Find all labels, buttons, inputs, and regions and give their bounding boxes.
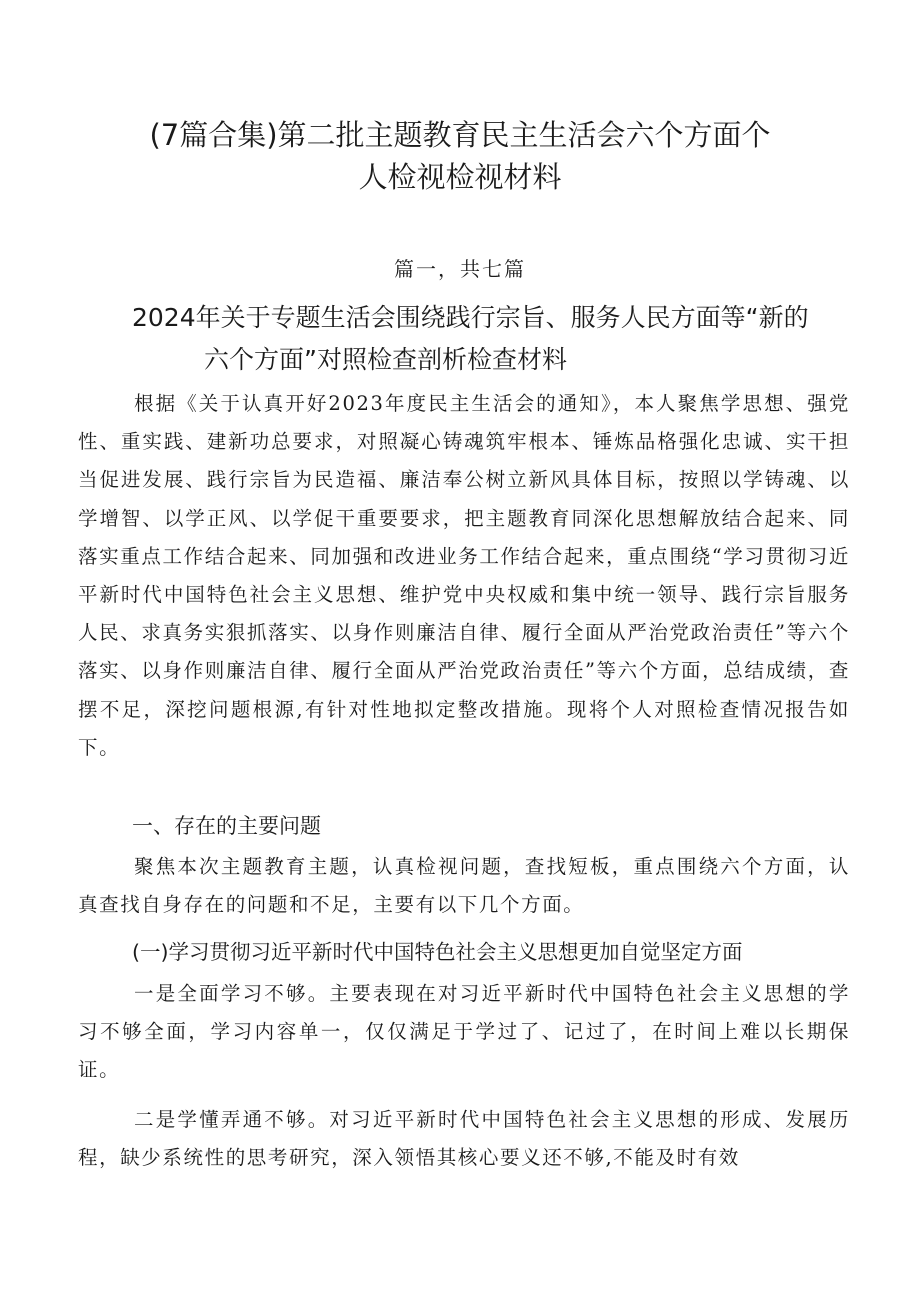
paragraph-point-one: 一是全面学习不够。主要表现在对习近平新时代中国特色社会主义思想的学习不够全面，学习内容单一，仅仅满足于学过了、记过了，在时间上难以长期保证。 — [78, 982, 850, 1082]
article-title-line-2: 六个方面”对照检查剖析检查材料 — [204, 345, 567, 374]
intro-paragraph: 根据《关于认真开好2023年度民主生活会的通知》，本人聚焦学思想、强党性、重实践、建新功总要求，对照凝心铸魂筑牢根本、锤炼品格强化忠诚、实干担当促进发展、践行宗旨为民造福、廉洁奉公树立新风具体目标，按照以学铸魂、以学增智、以学正风、以学促干重要要求，把主题教育同深化思想解放结合起来、同落实重点工作结合起来、同加强和改进业务工作结合起来，重点围绕“学习贯彻习近平新时代中国特色社会主义思想、维护党中央权威和集中统一领导、践行宗旨服务人民、求真务实狠抓落实、以身作则廉洁自律、履行全面从严治党政治责任”等六个落实、以身作则廉洁自律、履行全面从严治党政治责任”等六个方面，总结成绩，查摆不足，深挖问题根源,有针对性地拟定整改措施。现将个人对照检查情况报告如下。 — [78, 392, 850, 759]
paragraph-focus: 聚焦本次主题教育主题，认真检视问题，查找短板，重点围绕六个方面，认真查找自身存在的问题和不足，主要有以下几个方面。 — [78, 855, 850, 917]
article-title-line-1: 2024年关于专题生活会围绕践行宗旨、服务人民方面等“新的 — [132, 303, 809, 332]
section-heading-main-problems: 一、存在的主要问题 — [132, 814, 321, 838]
sub-heading-study: (一)学习贯彻习近平新时代中国特色社会主义思想更加自觉坚定方面 — [132, 940, 743, 964]
section-label: 篇一，共七篇 — [394, 257, 526, 281]
document-title-line-1: (7篇合集)第二批主题教育民主生活会六个方面个 — [149, 118, 771, 152]
paragraph-point-two: 二是学懂弄通不够。对习近平新时代中国特色社会主义思想的形成、发展历程，缺少系统性的思考研究，深入领悟其核心要义还不够,不能及时有效 — [78, 1108, 850, 1170]
document-title-line-2: 人检视检视材料 — [358, 160, 562, 194]
